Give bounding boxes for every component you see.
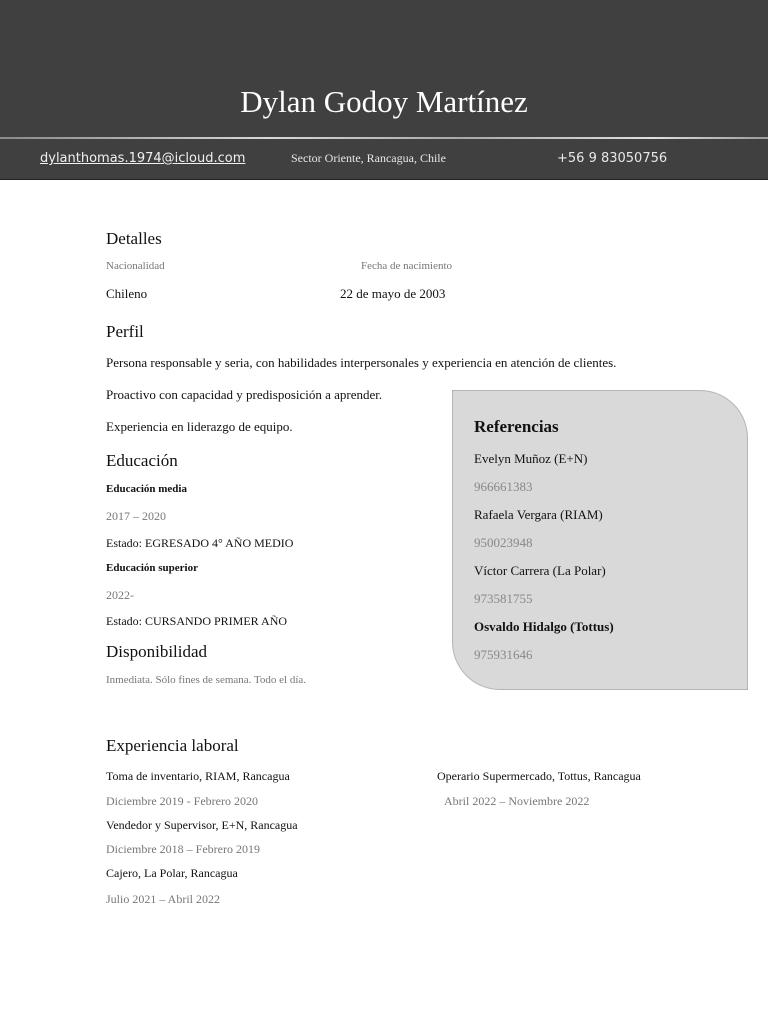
section-title-detalles: Detalles — [106, 229, 162, 248]
reference-name: Rafaela Vergara (RIAM) — [474, 507, 603, 522]
nacionalidad-value: Chileno — [106, 286, 148, 301]
job-role: Cajero, La Polar, Rancagua — [106, 866, 238, 880]
phone-text: +56 9 83050756 — [557, 151, 668, 166]
perfil-line: Proactivo con capacidad y predisposición a aprender. — [106, 387, 383, 402]
job-role: Vendedor y Supervisor, E+N, Rancagua — [106, 818, 298, 832]
reference-phone: 973581755 — [474, 591, 533, 606]
education-level: Educación superior — [106, 562, 198, 574]
education-status: Estado: EGRESADO 4° AÑO MEDIO — [106, 536, 294, 550]
reference-name: Osvaldo Hidalgo (Tottus) — [474, 619, 614, 634]
reference-phone: 975931646 — [474, 647, 533, 662]
header-divider — [0, 137, 768, 139]
job-role: Operario Supermercado, Tottus, Rancagua — [437, 769, 641, 783]
section-title-perfil: Perfil — [106, 322, 144, 341]
job-dates: Abril 2022 – Noviembre 2022 — [444, 794, 590, 808]
job-dates: Julio 2021 – Abril 2022 — [106, 892, 221, 906]
section-title-experiencia: Experiencia laboral — [106, 736, 239, 755]
nacionalidad-label: Nacionalidad — [106, 260, 165, 272]
perfil-line: Persona responsable y seria, con habilidades interpersonales y experiencia en atención de clientes. — [106, 355, 617, 370]
fecha-nacimiento-label: Fecha de nacimiento — [361, 260, 453, 272]
candidate-name: Dylan Godoy Martínez — [240, 84, 528, 119]
education-years: 2022- — [106, 588, 134, 602]
education-years: 2017 – 2020 — [106, 509, 166, 523]
job-role: Toma de inventario, RIAM, Rancagua — [106, 769, 290, 783]
education-level: Educación media — [106, 483, 187, 495]
disponibilidad-text: Inmediata. Sólo fines de semana. Todo el día. — [106, 674, 307, 686]
reference-name: Evelyn Muñoz (E+N) — [474, 451, 588, 466]
section-title-educacion: Educación — [106, 451, 178, 470]
job-dates: Diciembre 2018 – Febrero 2019 — [106, 842, 260, 856]
reference-name: Víctor Carrera (La Polar) — [474, 563, 606, 578]
perfil-line: Experiencia en liderazgo de equipo. — [106, 419, 293, 434]
education-status: Estado: CURSANDO PRIMER AÑO — [106, 614, 288, 628]
section-title-referencias: Referencias — [474, 417, 559, 436]
header-banner — [0, 0, 768, 180]
reference-phone: 950023948 — [474, 535, 533, 550]
fecha-nacimiento-value: 22 de mayo de 2003 — [340, 286, 446, 301]
section-title-disponibilidad: Disponibilidad — [106, 642, 208, 661]
email-link[interactable]: dylanthomas.1974@icloud.com — [40, 151, 246, 166]
address-text: Sector Oriente, Rancagua, Chile — [291, 151, 446, 165]
reference-phone: 966661383 — [474, 479, 533, 494]
job-dates: Diciembre 2019 - Febrero 2020 — [106, 794, 258, 808]
